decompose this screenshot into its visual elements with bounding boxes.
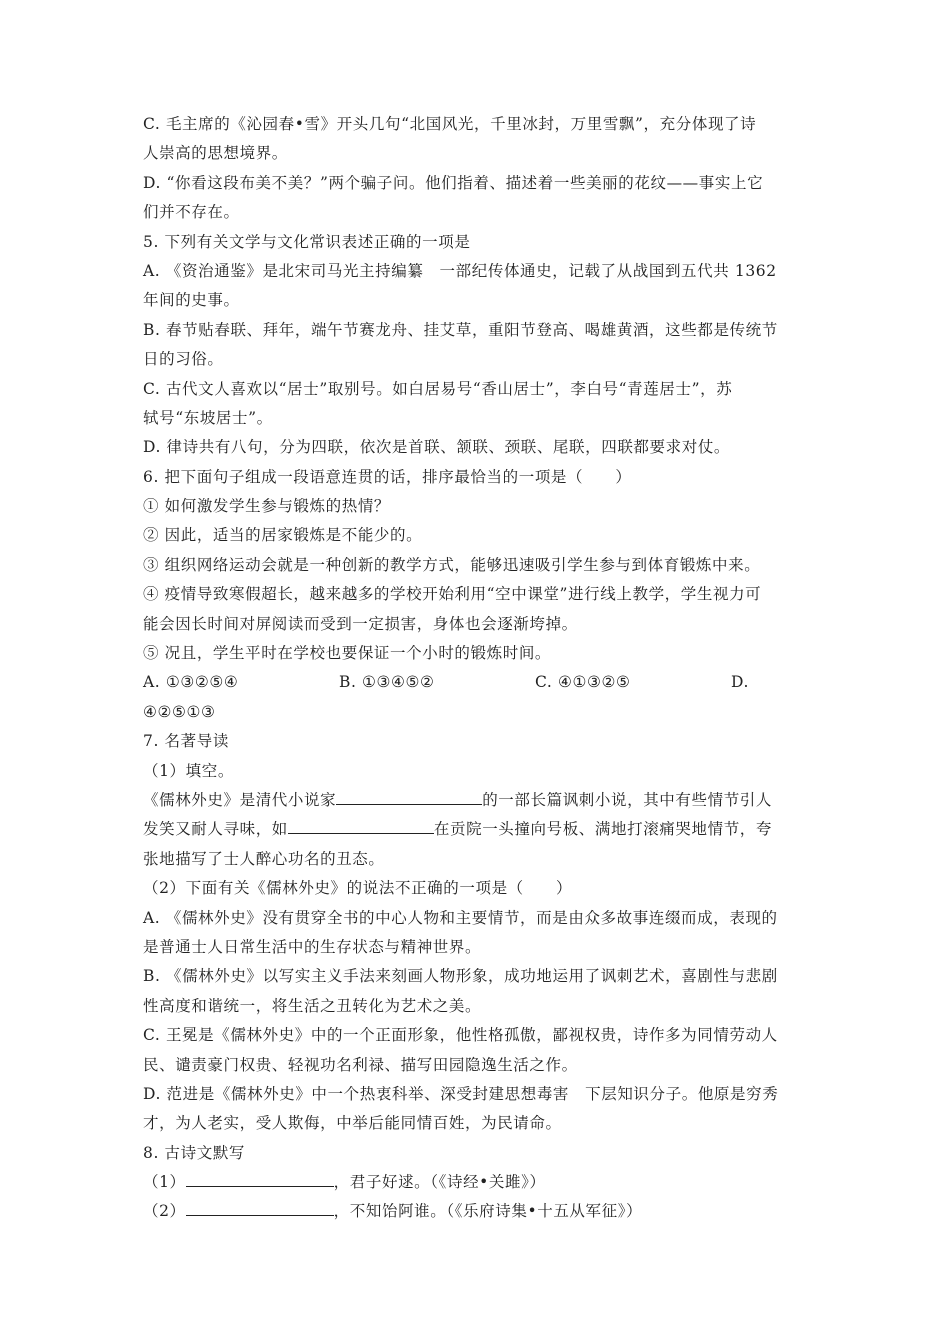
q5-option-b-line2: 日的习俗。 bbox=[143, 350, 224, 369]
q6-option-d: D. bbox=[731, 673, 750, 692]
q5-option-a-line1: A. 《资治通鉴》是北宋司马光主持编纂 一部纪传体通史，记载了从战国到五代共 1362 bbox=[143, 261, 777, 280]
q8-item-1-text: ，君子好逑。（《诗经•关雎》） bbox=[333, 1173, 546, 1192]
q7-fill-text-b: 的一部长篇讽刺小说，其中有些情节引人 bbox=[482, 790, 773, 809]
q5-stem: 5. 下列有关文学与文化常识表述正确的一项是 bbox=[143, 232, 471, 251]
q4-option-d-line1: D. “你看这段布美不美？”两个骗子问。他们指着、描述着一些美丽的花纹——事实上它 bbox=[143, 173, 764, 192]
q7-option-d-line2: 才，为人老实，受人欺侮，中举后能同情百姓，为民请命。 bbox=[143, 1114, 562, 1133]
document-page bbox=[143, 110, 813, 1227]
q7-stem: 7. 名著导读 bbox=[143, 732, 229, 751]
q6-stem: 6. 把下面句子组成一段语意连贯的话，排序最恰当的一项是（ ） bbox=[143, 467, 632, 486]
q7-option-a-line2: 是普通士人日常生活中的生存状态与精神世界。 bbox=[143, 937, 482, 956]
author-blank[interactable] bbox=[336, 790, 482, 805]
q8-item-1 bbox=[143, 1168, 813, 1197]
q4-option-c-line2: 人崇高的思想境界。 bbox=[143, 144, 288, 163]
q5-option-c-line2: 轼号“东坡居士”。 bbox=[143, 408, 273, 427]
q6-sentence-1: ① 如何激发学生参与锻炼的热情？ bbox=[143, 497, 391, 516]
q7-option-d-line1: D. 范进是《儒林外史》中一个热衷科举、深受封建思想毒害 下层知识分子。他原是穷秀 bbox=[143, 1084, 779, 1103]
q6-option-c: C. ④①③②⑤ bbox=[535, 673, 631, 692]
q7-option-c-line2: 民、谴责豪门权贵、轻视功名利禄、描写田园隐逸生活之作。 bbox=[143, 1055, 578, 1074]
q8-item-2-label: （2） bbox=[143, 1202, 186, 1221]
q8-item-2 bbox=[143, 1197, 813, 1226]
q6-sentence-4-line1: ④ 疫情导致寒假超长，越来越多的学校开始利用“空中课堂”进行线上教学，学生视力可 bbox=[143, 585, 762, 604]
q7-fill-line3: 张地描写了士人醉心功名的丑态。 bbox=[143, 849, 385, 868]
q7-part2-stem: （2）下面有关《儒林外史》的说法不正确的一项是（ ） bbox=[143, 879, 573, 898]
q5-option-d: D. 律诗共有八句，分为四联，依次是首联、颔联、颈联、尾联，四联都要求对仗。 bbox=[143, 438, 731, 457]
q7-fill-text-c: 发笑又耐人寻味，如 bbox=[143, 820, 288, 839]
q6-option-d-value: ④②⑤①③ bbox=[143, 702, 216, 721]
q7-option-c-line1: C. 王冕是《儒林外史》中的一个正面形象，他性格孤傲，鄙视权贵，诗作多为同情劳动人 bbox=[143, 1026, 778, 1045]
q7-fill-line2 bbox=[143, 815, 813, 844]
q5-option-c-line1: C. 古代文人喜欢以“居士”取别号。如白居易号“香山居士”，李白号“青莲居士”，苏 bbox=[143, 379, 733, 398]
q7-fill-line1 bbox=[143, 786, 813, 815]
q6-option-b: B. ①③④⑤② bbox=[339, 673, 435, 692]
q4-option-d-line2: 们并不存在。 bbox=[143, 203, 240, 222]
q6-sentence-5: ⑤ 况且，学生平时在学校也要保证一个小时的锻炼时间。 bbox=[143, 644, 552, 663]
q4-option-c-line1: C. 毛主席的《沁园春•雪》开头几句“北国风光，千里冰封，万里雪飘”，充分体现了诗 bbox=[143, 115, 757, 133]
q6-sentence-4-line2: 能会因长时间对屏阅读而受到一定损害，身体也会逐渐垮掉。 bbox=[143, 614, 578, 633]
q7-option-a-line1: A. 《儒林外史》没有贯穿全书的中心人物和主要情节，而是由众多故事连缀而成，表现的 bbox=[143, 908, 778, 927]
character-blank[interactable] bbox=[288, 819, 434, 834]
q7-fill-text-a: 《儒林外史》是清代小说家 bbox=[143, 790, 337, 809]
poem-blank-1[interactable] bbox=[186, 1172, 334, 1187]
q8-item-1-label: （1） bbox=[143, 1173, 186, 1192]
q7-option-b-line2: 性高度和谐统一，将生活之丑转化为艺术之美。 bbox=[143, 996, 482, 1015]
q8-item-2-text: ，不知饴阿谁。（《乐府诗集•十五从军征》） bbox=[333, 1202, 643, 1221]
q6-sentence-3: ③ 组织网络运动会就是一种创新的教学方式，能够迅速吸引学生参与到体育锻炼中来。 bbox=[143, 555, 761, 574]
q7-part1-label: （1）填空。 bbox=[143, 761, 234, 780]
q5-option-a-line2: 年间的史事。 bbox=[143, 291, 240, 310]
q8-stem: 8. 古诗文默写 bbox=[143, 1143, 246, 1162]
q7-option-b-line1: B. 《儒林外史》以写实主义手法来刻画人物形象，成功地运用了讽刺艺术，喜剧性与悲剧 bbox=[143, 967, 778, 986]
poem-blank-2[interactable] bbox=[186, 1201, 334, 1216]
q5-option-b-line1: B. 春节贴春联、拜年，端午节赛龙舟、挂艾草，重阳节登高、喝雄黄酒，这些都是传统节 bbox=[143, 320, 778, 339]
q6-options bbox=[143, 668, 813, 697]
q6-sentence-2: ② 因此，适当的居家锻炼是不能少的。 bbox=[143, 526, 423, 545]
q6-option-a: A. ①③②⑤④ bbox=[143, 673, 239, 692]
q7-fill-text-d: 在贡院一头撞向号板、满地打滚痛哭地情节，夸 bbox=[433, 820, 773, 839]
